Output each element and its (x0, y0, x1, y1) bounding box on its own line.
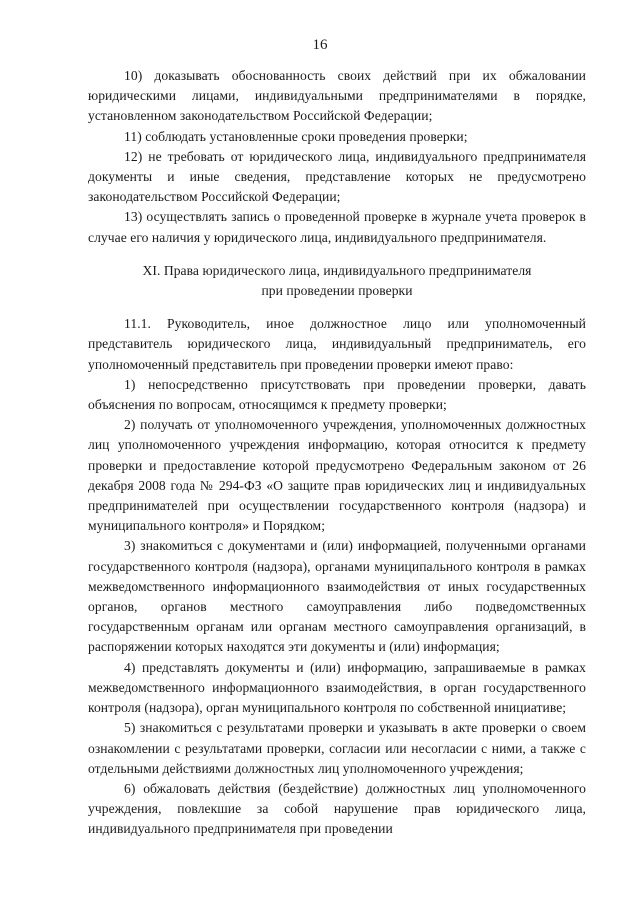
paragraph-clause-11-1: 11.1. Руководитель, иное должностное лицо или уполномоченный представитель юридического лица, индивидуальный предприниматель, его уполномоченный представитель при проведении проверки имеют право: (88, 316, 586, 372)
paragraph-right-6: 6) обжаловать действия (бездействие) должностных лиц уполномоченного учреждения, повлекшие за собой нарушение прав юридического лица, индивидуального предпринимателя при проведении (88, 780, 586, 837)
paragraph-right-4: 4) представлять документы и (или) информацию, запрашиваемые в рамках межведомственного информационного взаимодействия, в орган государственного контроля (надзора), орган муниципального контроля по собственной инициативе; (88, 659, 586, 716)
paragraph-right-5: 5) знакомиться с результатами проверки и указывать в акте проверки о своем ознакомлении с результатами проверки, согласии или несогласии с ними, а также с отдельными действиями должностных лиц уполномоченного учреждения; (88, 720, 586, 776)
section-heading-xi: XI. Права юридического лица, индивидуального предпринимателя при проведении проверки (142, 262, 532, 299)
paragraph-right-3: 3) знакомиться с документами и (или) информацией, полученными органами государственного контроля (надзора), органами муниципального контроля в рамках межведомственного информационного взаимодействия от иных государственных органов, органов местного самоуправления либо подведомственных государственным органам или органам местного самоуправления организаций, в распоряжении которых находятся эти документы и (или) информация; (88, 538, 586, 655)
paragraph-item-12: 12) не требовать от юридического лица, индивидуального предпринимателя документы и иные сведения, представление которых не предусмотрено законодательством Российской Федерации; (88, 148, 586, 205)
paragraph-item-10: 10) доказывать обоснованность своих действий при их обжаловании юридическими лицами, индивидуальными предпринимателями в порядке, установленном законодательством Российской Федерации; (88, 68, 586, 124)
page-number: 16 (312, 37, 328, 53)
paragraph-right-1: 1) непосредственно присутствовать при проведении проверки, давать объяснения по вопросам, относящимся к предмету проверки; (88, 376, 586, 413)
paragraph-item-11: 11) соблюдать установленные сроки проведения проверки; (124, 128, 468, 144)
paragraph-right-2: 2) получать от уполномоченного учреждения, уполномоченных должностных лиц уполномоченного учреждения информацию, которая относится к предмету проверки и предоставление которой предусмотрено Федеральным законом от 26 декабря 2008 года № 294-ФЗ «О защите прав юридических лиц и индивидуальных предпринимателей при осуществлении государственного контроля (надзора) и муниципального контроля» и Порядком; (88, 417, 586, 534)
paragraph-item-13: 13) осуществлять запись о проведенной проверке в журнале учета проверок в случае его наличия у юридического лица, индивидуального предпринимателя. (88, 209, 586, 245)
document-body (88, 66, 586, 840)
